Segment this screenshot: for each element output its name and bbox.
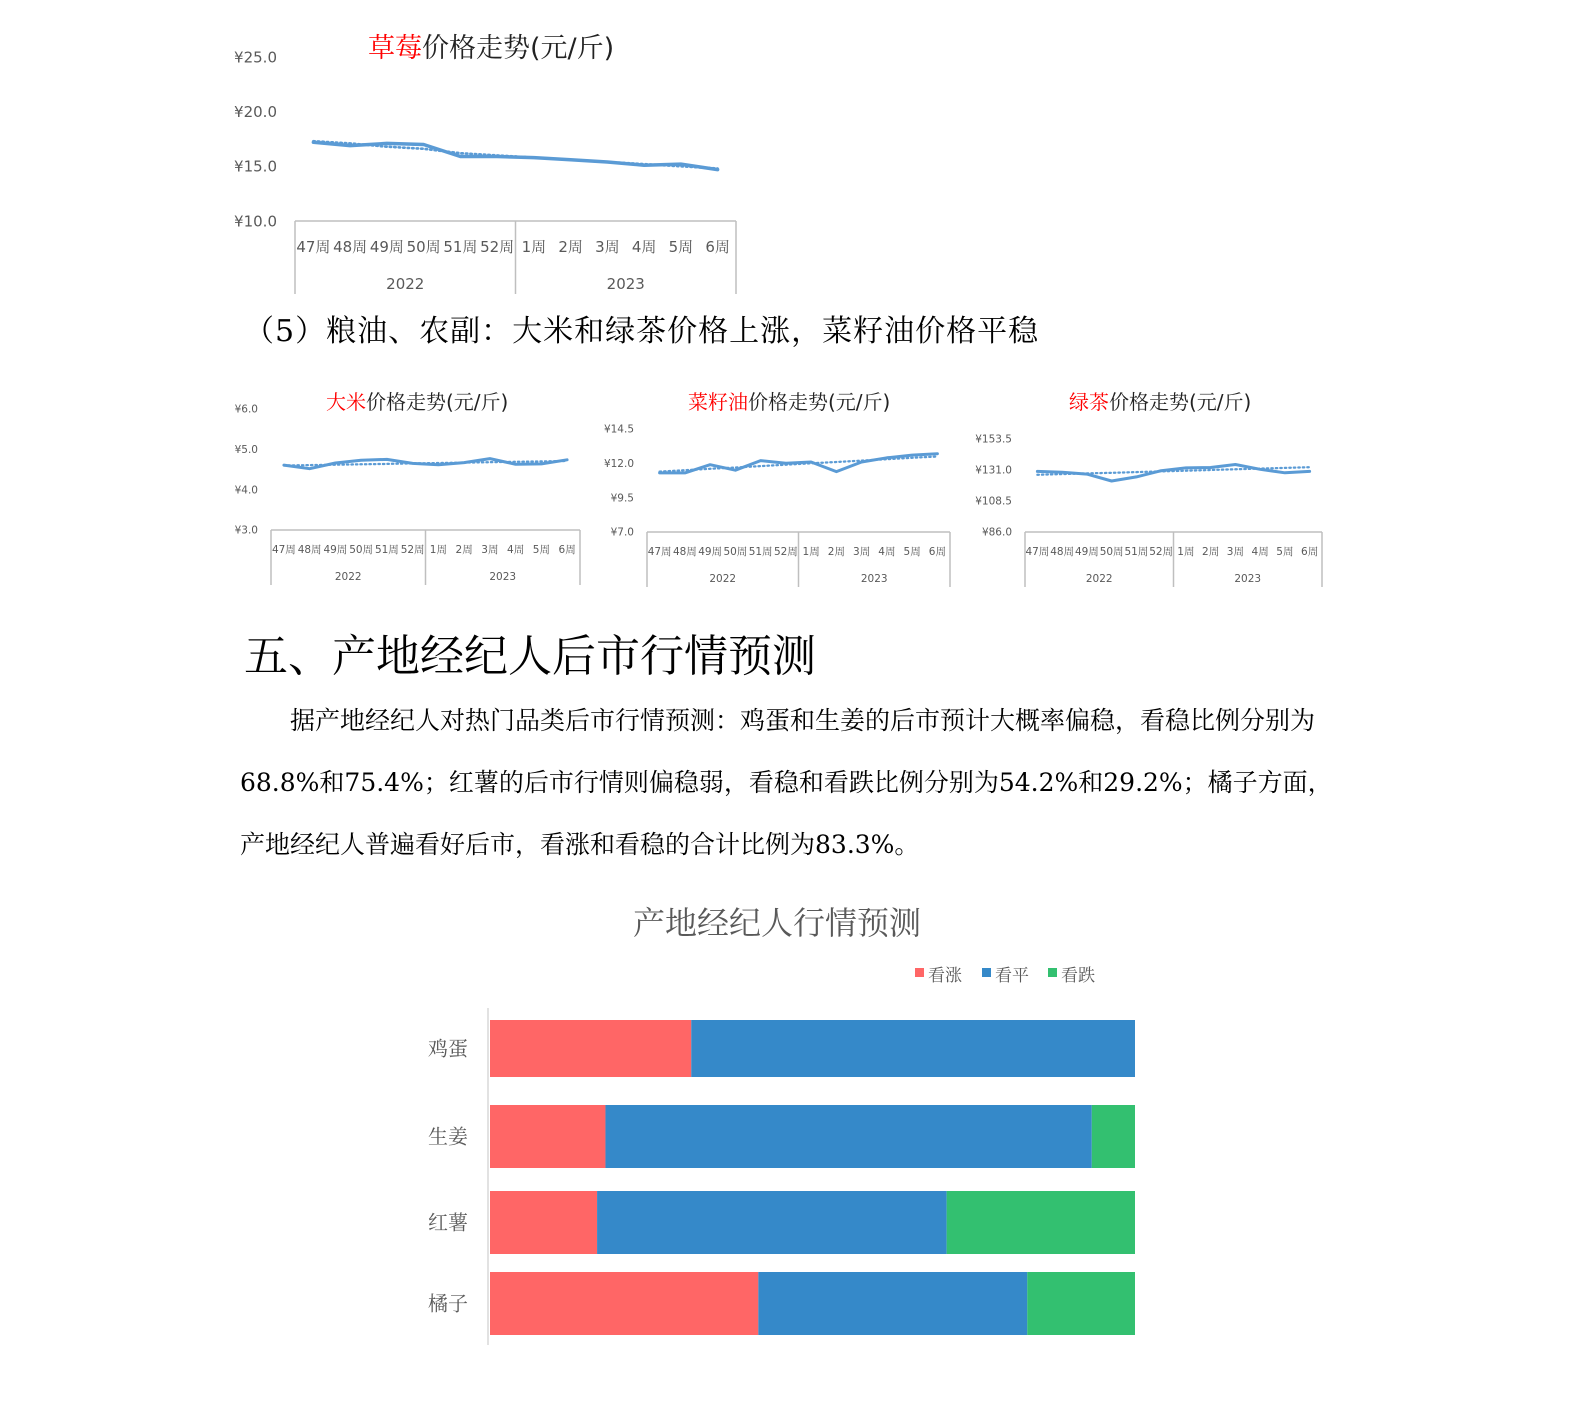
y-tick-label: ¥153.5 (975, 433, 1012, 446)
x-tick-label: 51周 (1124, 546, 1149, 558)
x-tick-label: 48周 (333, 238, 368, 256)
x-tick-label: 51周 (374, 544, 399, 556)
x-tick-label: 5周 (903, 546, 921, 558)
x-tick-label: 1周 (521, 238, 547, 256)
y-tick-label: ¥6.0 (234, 403, 258, 416)
x-tick-label: 50周 (349, 544, 374, 556)
x-tick-label: 3周 (481, 544, 499, 556)
y-category-label: 橘子 (428, 1291, 468, 1316)
x-tick-label: 1周 (429, 544, 447, 556)
x-tick-label: 50周 (406, 238, 441, 256)
trend-line (313, 141, 717, 168)
y-tick-label: ¥7.0 (610, 526, 634, 539)
strawberry-chart (230, 20, 750, 300)
x-tick-label: 47周 (1025, 546, 1050, 558)
strawberry-chart-svg (230, 20, 750, 300)
bar-segment (1092, 1105, 1135, 1168)
rapeseed-oil-chart (600, 382, 970, 592)
x-tick-label: 4周 (878, 546, 896, 558)
y-tick-label: ¥4.0 (234, 484, 258, 497)
x-group-label: 2023 (489, 571, 517, 583)
y-tick-label: ¥15.0 (234, 157, 277, 176)
broker-forecast-chart-svg (400, 890, 1160, 1360)
x-tick-label: 49周 (698, 546, 723, 558)
x-group-label: 2022 (1085, 573, 1113, 585)
bar-segment (490, 1272, 758, 1335)
x-tick-label: 6周 (1301, 546, 1319, 558)
y-tick-label: ¥20.0 (234, 102, 277, 121)
x-tick-label: 48周 (672, 546, 697, 558)
y-category-label: 红薯 (428, 1210, 468, 1235)
y-category-label: 生姜 (428, 1124, 468, 1149)
y-tick-label: ¥5.0 (234, 444, 258, 457)
x-tick-label: 4周 (1251, 546, 1269, 558)
bar-segment (947, 1191, 1135, 1254)
x-group-label: 2022 (709, 573, 737, 585)
bar-segment (691, 1020, 1135, 1077)
bar-segment (490, 1191, 597, 1254)
x-tick-label: 4周 (631, 238, 657, 256)
x-tick-label: 50周 (723, 546, 748, 558)
x-tick-label: 51周 (748, 546, 773, 558)
x-tick-label: 2周 (558, 238, 583, 256)
legend-label: 看跌 (1061, 966, 1095, 986)
rice-chart (230, 382, 590, 592)
x-group-label: 2023 (606, 275, 645, 293)
x-tick-label: 48周 (1050, 546, 1075, 558)
rice-chart-svg (230, 382, 590, 592)
y-tick-label: ¥12.0 (603, 458, 634, 471)
x-tick-label: 52周 (1149, 546, 1174, 558)
x-tick-label: 4周 (507, 544, 525, 556)
forecast-paragraph (240, 690, 1340, 876)
x-tick-label: 50周 (1099, 546, 1124, 558)
x-group-label: 2023 (860, 573, 888, 585)
green-tea-chart (975, 382, 1335, 592)
y-tick-label: ¥86.0 (981, 526, 1012, 539)
legend-swatch (982, 968, 991, 977)
x-tick-label: 47周 (647, 546, 672, 558)
legend-label: 看平 (995, 966, 1029, 986)
bar-segment (597, 1191, 947, 1254)
x-tick-label: 2周 (1202, 546, 1220, 558)
x-tick-label: 6周 (705, 238, 730, 256)
x-tick-label: 49周 (369, 238, 404, 256)
bar-segment (490, 1020, 691, 1077)
forecast-paragraph-text: 据产地经纪人对热门品类后市行情预测：鸡蛋和生姜的后市预计大概率偏稳，看稳比例分别为68.8%和75.4%；红薯的后市行情则偏稳弱，看稳和看跌比例分别为54.2%和29.2%；橘子方面，产地经纪人普遍看好后市，看涨和看稳的合计比例为83.3%。 (240, 706, 1333, 859)
section-heading: 五、产地经纪人后市行情预测 (244, 631, 816, 682)
chart-title: 大米价格走势(元/斤) (326, 390, 509, 414)
x-tick-label: 49周 (1074, 546, 1099, 558)
y-tick-label: ¥10.0 (234, 212, 277, 231)
y-tick-label: ¥3.0 (234, 524, 258, 537)
x-tick-label: 5周 (1276, 546, 1294, 558)
x-tick-label: 3周 (1226, 546, 1244, 558)
x-tick-label: 2周 (827, 546, 845, 558)
x-tick-label: 52周 (400, 544, 425, 556)
x-tick-label: 6周 (928, 546, 946, 558)
bar-segment (1027, 1272, 1135, 1335)
legend-swatch (1048, 968, 1057, 977)
x-tick-label: 47周 (296, 238, 331, 256)
x-tick-label: 3周 (595, 238, 620, 256)
x-tick-label: 49周 (323, 544, 348, 556)
y-tick-label: ¥108.5 (975, 495, 1012, 508)
y-tick-label: ¥14.5 (603, 423, 634, 436)
trend-line (660, 457, 938, 472)
section5-heading: （5）粮油、农副：大米和绿茶价格上涨，菜籽油价格平稳 (244, 314, 1040, 349)
legend-swatch (915, 968, 924, 977)
x-tick-label: 5周 (668, 238, 694, 256)
green-tea-chart-svg (975, 382, 1335, 592)
broker-forecast-chart (400, 890, 1160, 1360)
x-tick-label: 52周 (480, 238, 515, 256)
y-tick-label: ¥25.0 (234, 48, 277, 67)
x-tick-label: 6周 (558, 544, 576, 556)
x-tick-label: 1周 (1177, 546, 1195, 558)
chart-title: 产地经纪人行情预测 (632, 904, 922, 942)
bar-segment (758, 1272, 1027, 1335)
y-tick-label: ¥131.0 (975, 464, 1012, 477)
x-tick-label: 5周 (532, 544, 550, 556)
y-category-label: 鸡蛋 (428, 1036, 468, 1061)
chart-title: 菜籽油价格走势(元/斤) (688, 390, 891, 414)
y-tick-label: ¥9.5 (610, 492, 634, 505)
x-tick-label: 3周 (853, 546, 871, 558)
x-group-label: 2023 (1234, 573, 1262, 585)
x-tick-label: 52周 (773, 546, 798, 558)
chart-title: 绿茶价格走势(元/斤) (1069, 390, 1252, 414)
x-tick-label: 1周 (802, 546, 820, 558)
rapeseed-oil-chart-svg (600, 382, 970, 592)
legend-label: 看涨 (928, 966, 962, 986)
x-group-label: 2022 (334, 571, 362, 583)
x-tick-label: 51周 (443, 238, 478, 256)
x-tick-label: 47周 (271, 544, 296, 556)
x-tick-label: 48周 (297, 544, 322, 556)
chart-title: 草莓价格走势(元/斤) (368, 33, 615, 64)
bar-segment (605, 1105, 1091, 1168)
bar-segment (490, 1105, 605, 1168)
x-tick-label: 2周 (455, 544, 473, 556)
x-group-label: 2022 (386, 275, 425, 293)
